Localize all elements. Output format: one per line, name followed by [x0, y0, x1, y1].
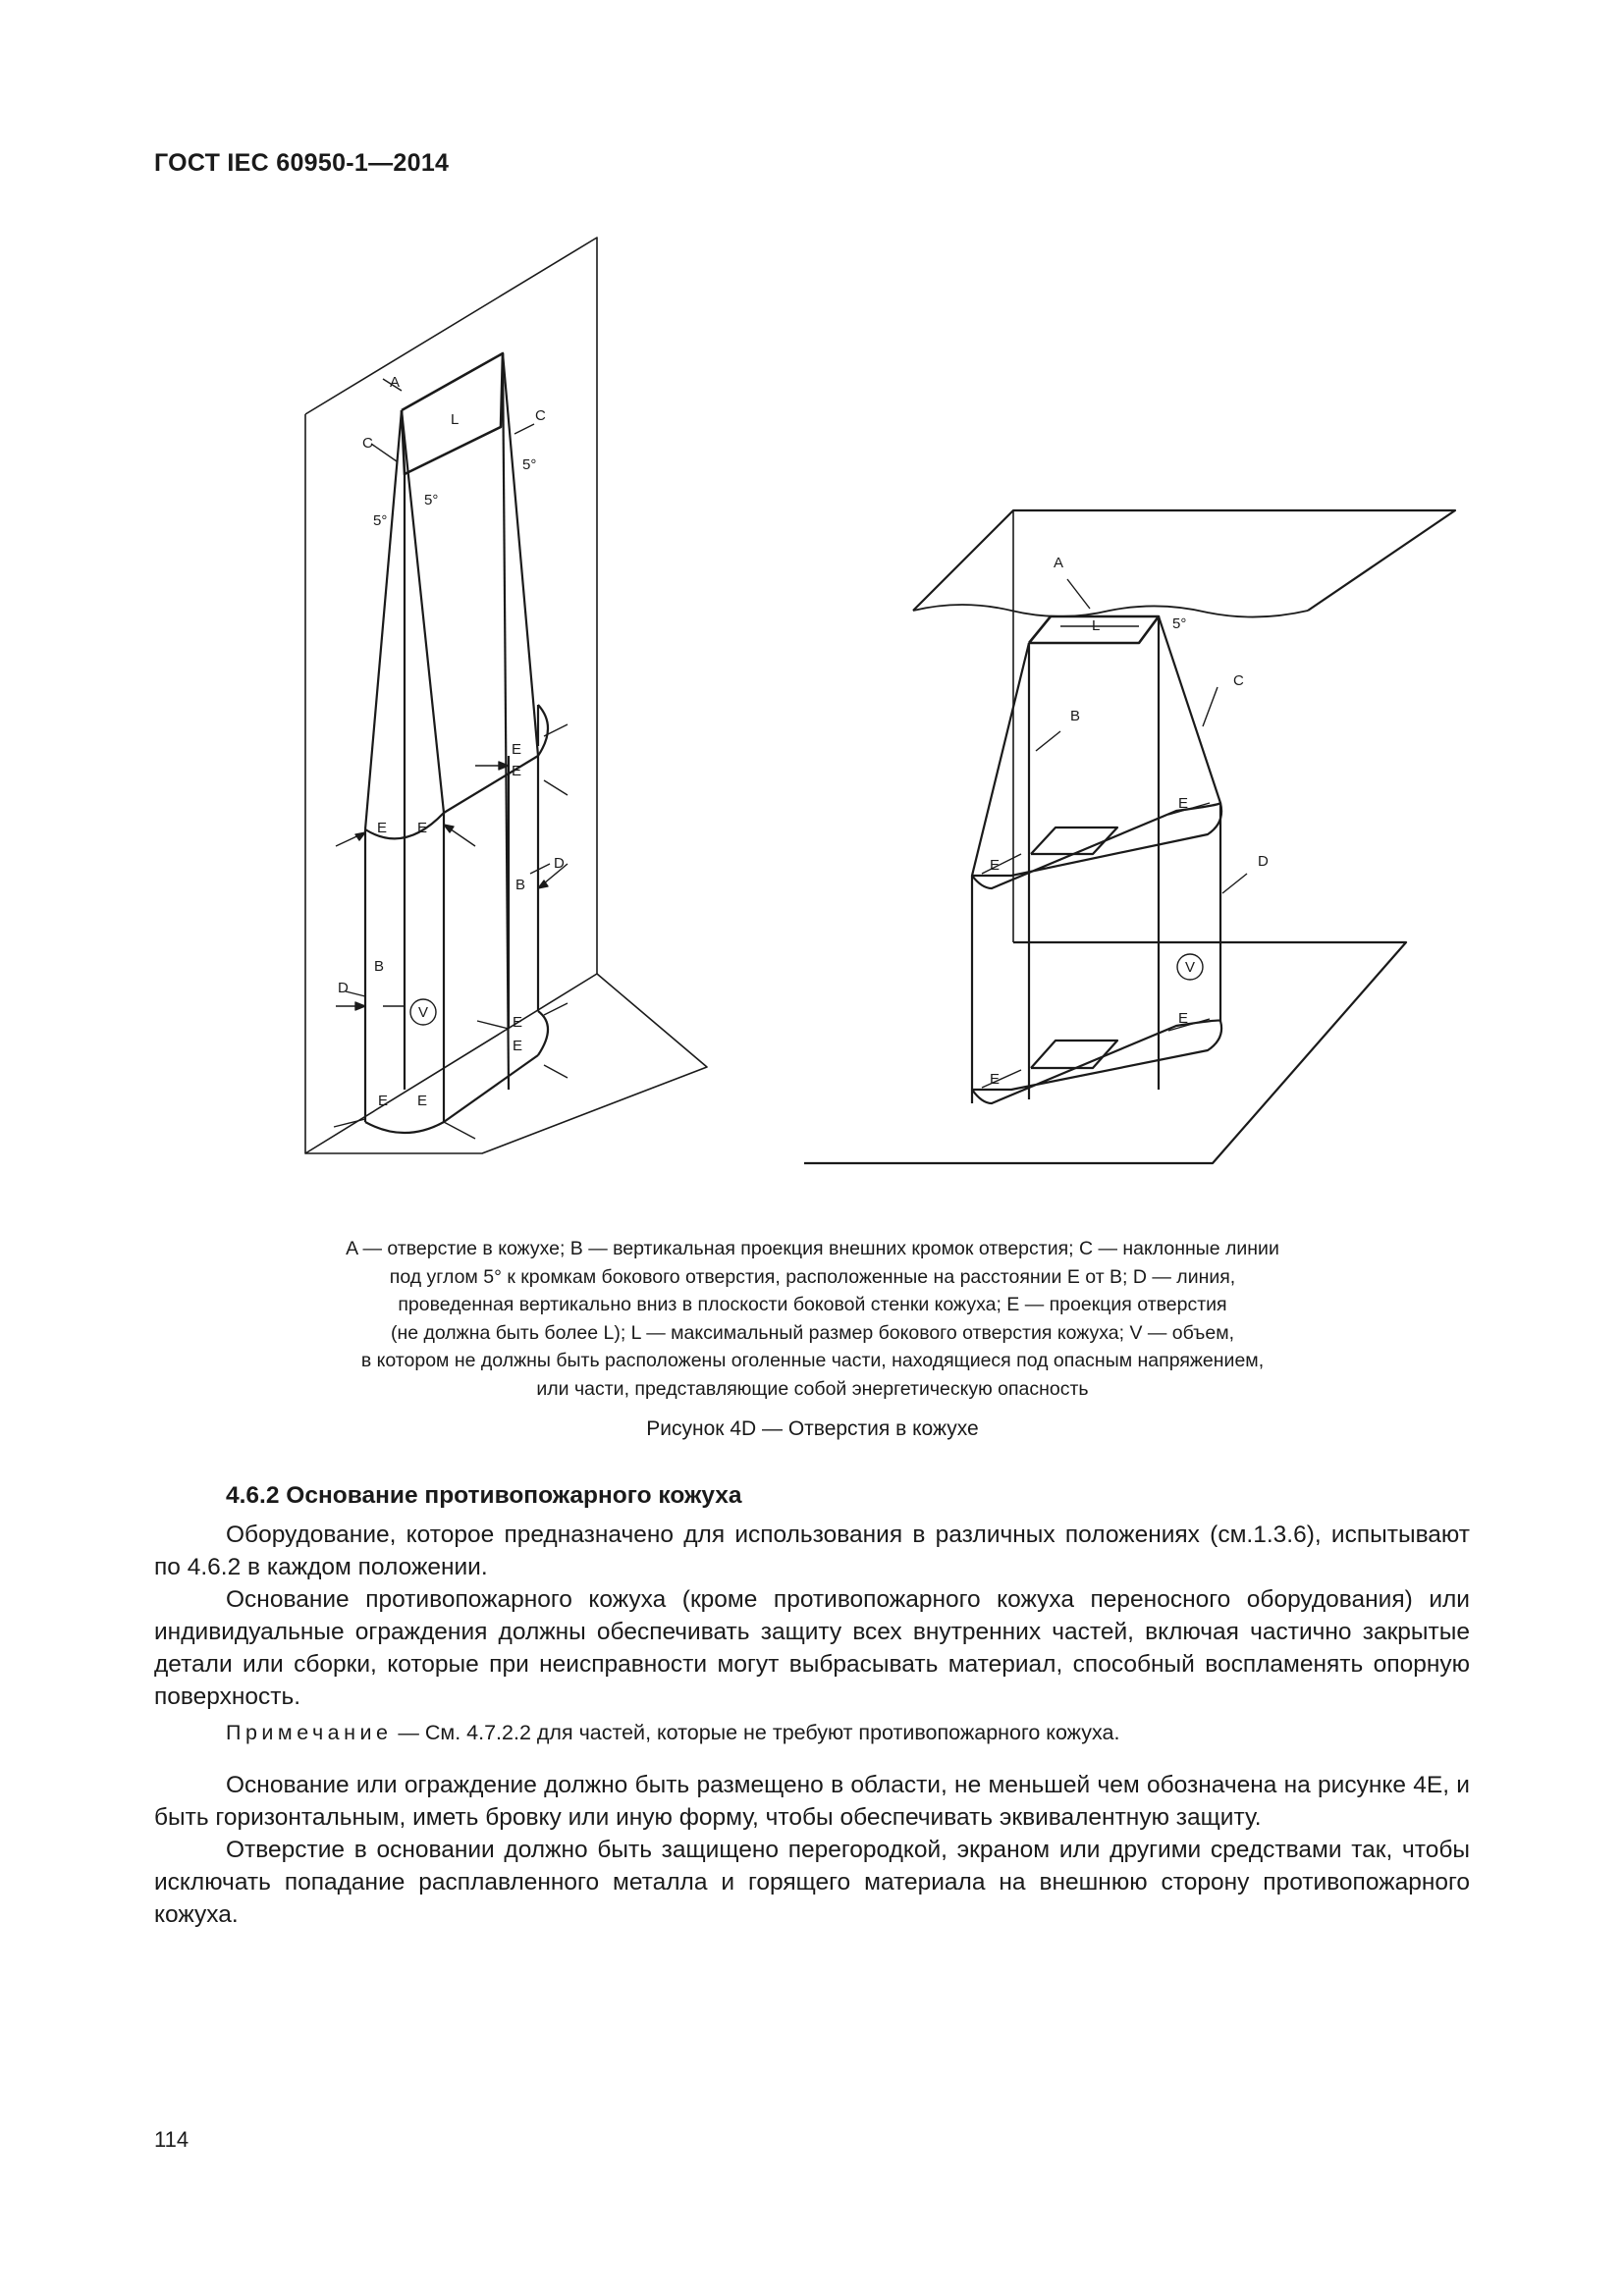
label-d-left-2: D [338, 980, 349, 996]
section-heading: 4.6.2 Основание противопожарного кожуха [226, 1482, 742, 1509]
label-e-left-4: E [417, 820, 428, 836]
label-e-right-1: E [1178, 795, 1189, 812]
label-e-left-5: E [513, 1014, 523, 1031]
note-label: Примечание [226, 1721, 393, 1744]
paragraph: Отверстие в основании должно быть защищено перегородкой, экраном или другими средствами так, чтобы исключать попадание расплавленного металла и горящего материала на внешнюю сторону противопожарного кожуха. [154, 1837, 1470, 1928]
label-c-right: C [1233, 672, 1244, 689]
paragraph-1-block [154, 1519, 1470, 1713]
paragraph-2-block [154, 1769, 1470, 1931]
legend-line: в котором не должны быть расположены оголенные части, находящиеся под опасным напряжением, [360, 1350, 1265, 1371]
label-b-left-1: B [515, 877, 526, 893]
right-diagram-top-opening [804, 510, 1455, 1163]
legend-line: A — отверстие в кожухе; B — вертикальная проекция внешних кромок отверстия; C — наклонные линии [346, 1238, 1279, 1259]
label-angle-right: 5° [1172, 615, 1187, 632]
note-text: — См. 4.7.2.2 для частей, которые не требуют противопожарного кожуха. [392, 1721, 1120, 1744]
paragraph: Оборудование, которое предназначено для использования в различных положениях (см.1.3.6), испытывают по 4.6.2 в каждом положении. [154, 1522, 1470, 1580]
paragraph: Основание противопожарного кожуха (кроме противопожарного кожуха переносного оборудования) или индивидуальные ограждения должны обеспечивать защиту всех внутренних частей, включая частично закрытые детали или сборки, которые при неисправности могут выбрасывать материал, способный воспламенять опорную поверхность. [154, 1586, 1470, 1710]
label-a-right: A [1054, 555, 1064, 571]
note [226, 1721, 1119, 1745]
label-angle-left-3: 5° [522, 456, 537, 473]
figure-caption: Рисунок 4D — Отверстия в кожухе [646, 1417, 979, 1440]
left-diagram-side-opening [305, 238, 707, 1153]
label-b-right: B [1070, 708, 1081, 724]
figure-legend [245, 1235, 1380, 1403]
label-e-left-7: E [378, 1093, 389, 1109]
label-angle-left-2: 5° [373, 512, 388, 529]
label-e-right-2: E [990, 857, 1001, 874]
label-c-left-1: C [362, 435, 373, 452]
label-d-right: D [1258, 853, 1269, 870]
label-d-left-1: D [554, 855, 565, 872]
label-e-left-6: E [513, 1038, 523, 1054]
document-header: ГОСТ IEC 60950-1—2014 [154, 149, 450, 177]
paragraph: Основание или ограждение должно быть размещено в области, не меньшей чем обозначена на рисунке 4E, и быть горизонтальным, иметь бровку или иную форму, чтобы обеспечивать эквивалентную защиту. [154, 1772, 1470, 1831]
label-angle-left-1: 5° [424, 492, 439, 508]
label-e-right-4: E [990, 1071, 1001, 1088]
label-v-right: V [1185, 959, 1196, 976]
label-c-left-2: C [535, 407, 546, 424]
label-l-right: L [1092, 617, 1101, 634]
legend-line: проведенная вертикально вниз в плоскости боковой стенки кожуха; E — проекция отверстия [398, 1294, 1227, 1315]
label-b-left-2: B [374, 958, 385, 975]
label-e-left-1: E [512, 741, 522, 758]
label-e-left-8: E [417, 1093, 428, 1109]
label-l-left: L [451, 411, 460, 428]
page-number: 114 [154, 2127, 189, 2152]
legend-line: или части, представляющие собой энергетическую опасность [536, 1377, 1089, 1400]
label-a-left: A [390, 374, 401, 391]
label-e-left-2: E [512, 763, 522, 779]
label-e-left-3: E [377, 820, 388, 836]
legend-line: (не должна быть более L); L — максимальный размер бокового отверстия кожуха; V — объем, [390, 1321, 1235, 1344]
label-e-right-3: E [1178, 1010, 1189, 1027]
label-v-left: V [418, 1004, 429, 1021]
figure-labels [338, 374, 1269, 1109]
legend-line: под углом 5° к кромкам бокового отверстия, расположенные на расстоянии E от B; D — линия, [389, 1265, 1236, 1288]
